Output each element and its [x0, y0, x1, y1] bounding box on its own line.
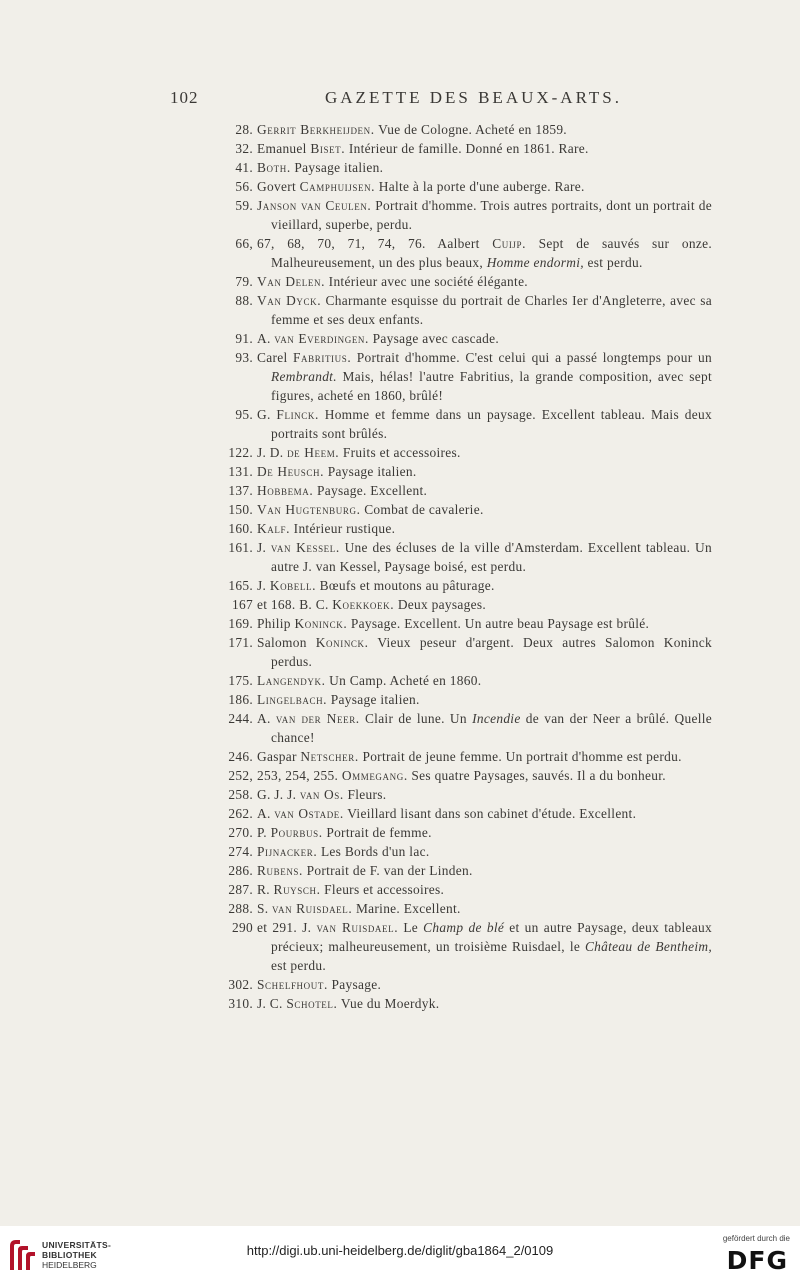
entry-description: Fruits et accessoires. — [339, 445, 461, 460]
entry-number: 262. — [228, 806, 253, 821]
library-name-line3: HEIDELBERG — [42, 1260, 97, 1270]
entry-number: 169. — [228, 616, 253, 631]
entry-number: 286. — [228, 863, 253, 878]
entry-description: Salomon — [257, 635, 316, 650]
entry-text — [257, 880, 712, 899]
entry-number: 41. — [235, 160, 253, 175]
artist-name: Biset. — [310, 141, 346, 156]
entry-description: 253, 254, 255. — [257, 768, 342, 783]
artist-name: Rubens. — [257, 863, 303, 878]
artist-name: Netscher. — [300, 749, 359, 764]
entry-number: 59. — [235, 198, 253, 213]
entry-description: Une des écluses de la ville d'Amsterdam. Excellent tableau. Un autre J. van Kessel, Paysage boisé, est perdu. — [271, 540, 713, 574]
page-header — [170, 88, 730, 112]
catalogue-entry — [0, 614, 800, 633]
entry-description: est perdu. — [271, 958, 327, 973]
entry-number: 310. — [228, 996, 253, 1011]
library-name-line1: UNIVERSITÄTS- — [42, 1240, 112, 1250]
entry-description: Paysage avec cascade. — [368, 331, 500, 346]
catalogue-entry — [0, 158, 800, 177]
catalogue-entry — [0, 234, 800, 272]
catalogue-entry — [0, 196, 800, 234]
catalogue-entry — [0, 500, 800, 519]
catalogue-entries — [0, 120, 800, 1013]
entry-description: Combat de cavalerie. — [360, 502, 484, 517]
work-title: Homme endormi, — [486, 255, 584, 270]
entry-text — [257, 709, 712, 747]
running-title: GAZETTE DES BEAUX-ARTS. — [325, 88, 622, 107]
entry-description: Intérieur de famille. Donné en 1861. Rare. — [345, 141, 589, 156]
entry-number: 175. — [228, 673, 253, 688]
artist-name: Gerrit Berkheijden. — [257, 122, 375, 137]
artist-name: Lingelbach. — [257, 692, 328, 707]
entry-description: S. — [257, 901, 273, 916]
entry-text — [257, 538, 712, 576]
entry-description: et 168. B. C. — [257, 597, 333, 612]
entry-text — [257, 823, 712, 842]
entry-description: G. — [257, 407, 277, 422]
artist-name: Koninck. — [315, 635, 369, 650]
artist-name: Ommegang. — [341, 768, 408, 783]
catalogue-entry — [0, 405, 800, 443]
artist-name: Koninck. — [294, 616, 348, 631]
entry-description: est perdu. — [583, 255, 643, 270]
entry-description: P. — [257, 825, 271, 840]
entry-description: Le — [398, 920, 424, 935]
catalogue-entry — [0, 785, 800, 804]
catalogue-entry — [0, 671, 800, 690]
artist-name: Schotel. — [286, 996, 338, 1011]
entry-description: Intérieur avec une société élégante. — [325, 274, 528, 289]
entry-description: 67, 68, 70, 71, 74, 76. Aalbert — [257, 236, 493, 251]
entry-text — [257, 120, 712, 139]
catalogue-entry — [0, 842, 800, 861]
permalink-url[interactable]: http://digi.ub.uni-heidelberg.de/diglit/gba1864_2/0109 — [246, 1243, 554, 1258]
artist-name: Pijnacker. — [257, 844, 318, 859]
entry-text — [257, 690, 712, 709]
entry-number: 161. — [228, 540, 253, 555]
catalogue-entry — [0, 272, 800, 291]
entry-description: Paysage. — [327, 977, 382, 992]
entry-description: G. J. J. — [257, 787, 300, 802]
artist-name: Van Dyck. — [257, 293, 322, 308]
entry-description: et un autre Paysage, deux tableaux précieux; malheureusement, un troisième Ruisdael, le — [271, 920, 713, 954]
catalogue-entry — [0, 975, 800, 994]
entry-description: Vieillard lisant dans son cabinet d'étude. Excellent. — [343, 806, 637, 821]
artist-name: Flinck. — [276, 407, 319, 422]
entry-number: 165. — [228, 578, 253, 593]
entry-description: Halte à la porte d'une auberge. Rare. — [375, 179, 585, 194]
entry-text — [257, 633, 712, 671]
catalogue-entry — [0, 576, 800, 595]
entry-text — [257, 291, 712, 329]
entry-text — [257, 348, 712, 405]
entry-number: 88. — [235, 293, 253, 308]
catalogue-entry — [0, 918, 800, 975]
entry-text — [257, 272, 712, 291]
entry-number: 122. — [228, 445, 253, 460]
entry-description: Bœufs et moutons au pâturage. — [316, 578, 495, 593]
entry-description: Carel — [257, 350, 293, 365]
entry-text — [257, 975, 712, 994]
entry-number: 274. — [228, 844, 253, 859]
entry-number: 137. — [228, 483, 253, 498]
entry-description: Fleurs et accessoires. — [320, 882, 445, 897]
entry-number: 28. — [235, 122, 253, 137]
entry-number: 66, — [235, 236, 253, 251]
funder-caption: gefördert durch die — [722, 1234, 790, 1243]
entry-text — [257, 842, 712, 861]
entry-number: 302. — [228, 977, 253, 992]
catalogue-entry — [0, 861, 800, 880]
catalogue-entry — [0, 291, 800, 329]
entry-description: J. C. — [257, 996, 287, 1011]
entry-description: Mais, hélas! l'autre Fabritius, la grande composition, avec sept figures, acheté en 1860, brûlé! — [271, 369, 712, 403]
entry-description: Clair de lune. Un — [359, 711, 473, 726]
artist-name: Camphuijsen. — [299, 179, 376, 194]
entry-number: 258. — [228, 787, 253, 802]
catalogue-entry — [0, 747, 800, 766]
catalogue-entry — [0, 329, 800, 348]
entry-description: Emanuel — [257, 141, 311, 156]
artist-name: van Ostade. — [274, 806, 344, 821]
artist-name: van Os. — [299, 787, 344, 802]
entry-description: Un Camp. Acheté en 1860. — [325, 673, 482, 688]
entry-description: Vieux peseur d'argent. Deux autres Salomon Koninck perdus. — [271, 635, 712, 669]
entry-number: 32. — [235, 141, 253, 156]
entry-number: 150. — [228, 502, 253, 517]
entry-description: A. — [257, 331, 275, 346]
artist-name: Ruysch. — [273, 882, 321, 897]
artist-name: Pourbus. — [270, 825, 323, 840]
artist-name: Janson van Ceulen. — [257, 198, 372, 213]
entry-description: Fleurs. — [343, 787, 387, 802]
entry-number: 186. — [228, 692, 253, 707]
entry-description: A. — [257, 806, 275, 821]
artist-name: van Kessel. — [270, 540, 340, 555]
entry-number: 252, — [228, 768, 253, 783]
work-title: Champ de blé — [423, 920, 505, 935]
entry-text — [257, 139, 712, 158]
entry-description: Portrait de F. van der Linden. — [302, 863, 473, 878]
entry-description: Paysage italien. — [327, 692, 420, 707]
catalogue-entry — [0, 538, 800, 576]
entry-description: Deux paysages. — [394, 597, 487, 612]
entry-number: 246. — [228, 749, 253, 764]
entry-description: Homme et femme dans un paysage. Excellent tableau. Mais deux portraits sont brûlés. — [271, 407, 712, 441]
entry-text — [257, 766, 712, 785]
artist-name: Van Hugtenburg. — [257, 502, 361, 517]
entry-text — [257, 329, 712, 348]
entry-text — [257, 519, 712, 538]
entry-text — [257, 994, 712, 1013]
work-title: Incendie — [472, 711, 521, 726]
catalogue-entry — [0, 595, 800, 614]
page-number: 102 — [170, 88, 199, 107]
entry-description: J. D. — [257, 445, 288, 460]
catalogue-entry — [0, 804, 800, 823]
entry-description: Intérieur rustique. — [290, 521, 396, 536]
catalogue-entry — [0, 519, 800, 538]
entry-text — [257, 918, 712, 975]
entry-text — [257, 462, 712, 481]
catalogue-entry — [0, 709, 800, 747]
catalogue-entry — [0, 823, 800, 842]
entry-description: Sept de sauvés sur onze. Malheureusement, un des plus beaux, — [271, 236, 712, 270]
entry-description: Paysage. Excellent. Un autre beau Paysage est brûlé. — [347, 616, 650, 631]
entry-description: Portrait d'homme. Trois autres portraits, dont un portrait de vieillard, superbe, perdu. — [271, 198, 712, 232]
entry-text — [257, 576, 712, 595]
entry-number: 270. — [228, 825, 253, 840]
work-title: Château de Bentheim, — [584, 939, 712, 954]
entry-text — [257, 158, 712, 177]
entry-description: et 291. J. — [257, 920, 317, 935]
entry-text — [257, 481, 712, 500]
entry-number: 167 — [232, 597, 253, 612]
artist-name: Fabritius. — [293, 350, 352, 365]
entry-text — [257, 671, 712, 690]
entry-text — [257, 443, 712, 462]
entry-description: Vue de Cologne. Acheté en 1859. — [374, 122, 567, 137]
artist-name: Both. — [257, 160, 291, 175]
entry-number: 56. — [235, 179, 253, 194]
entry-number: 171. — [228, 635, 253, 650]
entry-text — [257, 861, 712, 880]
entry-number: 287. — [228, 882, 253, 897]
entry-description: Charmante esquisse du portrait de Charles Ier d'Angleterre, avec sa femme et ses deux enfants. — [271, 293, 712, 327]
catalogue-entry — [0, 120, 800, 139]
entry-text — [257, 747, 712, 766]
entry-description: de van der Neer a brûlé. Quelle chance! — [271, 711, 712, 745]
entry-number: 95. — [235, 407, 253, 422]
entry-number: 288. — [228, 901, 253, 916]
entry-text — [257, 595, 712, 614]
entry-text — [257, 614, 712, 633]
catalogue-entry — [0, 899, 800, 918]
entry-description: J. — [257, 540, 271, 555]
artist-name: Hobbema. — [257, 483, 314, 498]
entry-text — [257, 196, 712, 234]
entry-text — [257, 804, 712, 823]
entry-description: Marine. Excellent. — [352, 901, 461, 916]
catalogue-entry — [0, 462, 800, 481]
catalogue-entry — [0, 766, 800, 785]
entry-number: 244. — [228, 711, 253, 726]
artist-name: van Everdingen. — [274, 331, 369, 346]
artist-name: Kalf. — [257, 521, 291, 536]
dfg-logo[interactable]: DFG — [726, 1246, 788, 1275]
entry-text — [257, 500, 712, 519]
artist-name: Langendyk. — [257, 673, 326, 688]
entry-description: Philip — [257, 616, 295, 631]
artist-name: Cuijp. — [492, 236, 527, 251]
artist-name: De Heusch. — [257, 464, 325, 479]
catalogue-entry — [0, 633, 800, 671]
entry-number: 290 — [232, 920, 253, 935]
entry-description: Portrait de femme. — [322, 825, 432, 840]
catalogue-entry — [0, 139, 800, 158]
entry-number: 79. — [235, 274, 253, 289]
entry-text — [257, 899, 712, 918]
artist-name: Koekkoek. — [332, 597, 395, 612]
entry-text — [257, 785, 712, 804]
catalogue-entry — [0, 348, 800, 405]
entry-text — [257, 405, 712, 443]
catalogue-entry — [0, 177, 800, 196]
catalogue-entry — [0, 880, 800, 899]
entry-description: Gaspar — [257, 749, 301, 764]
entry-number: 160. — [228, 521, 253, 536]
entry-text — [257, 234, 712, 272]
entry-number: 93. — [235, 350, 253, 365]
artist-name: van Ruisdael. — [272, 901, 353, 916]
library-name-line2: BIBLIOTHEK — [42, 1250, 97, 1260]
entry-description: Les Bords d'un lac. — [317, 844, 430, 859]
artist-name: Van Delen. — [257, 274, 326, 289]
entry-description: Vue du Moerdyk. — [337, 996, 440, 1011]
catalogue-entry — [0, 481, 800, 500]
entry-description: J. — [257, 578, 270, 593]
artist-name: Kobell. — [269, 578, 317, 593]
catalogue-entry — [0, 443, 800, 462]
entry-description: Portrait de jeune femme. Un portrait d'homme est perdu. — [358, 749, 682, 764]
entry-description: Paysage. Excellent. — [313, 483, 428, 498]
catalogue-entry — [0, 690, 800, 709]
entry-description: R. — [257, 882, 274, 897]
catalogue-entry — [0, 994, 800, 1013]
entry-text — [257, 177, 712, 196]
artist-name: de Heem. — [287, 445, 340, 460]
entry-number: 91. — [235, 331, 253, 346]
artist-name: van der Neer. — [275, 711, 360, 726]
entry-description: A. — [257, 711, 276, 726]
entry-description: Portrait d'homme. C'est celui qui a passé longtemps pour un — [351, 350, 712, 365]
artist-name: van Ruisdael. — [316, 920, 399, 935]
entry-description: Paysage italien. — [290, 160, 384, 175]
artist-name: Schelfhout. — [257, 977, 328, 992]
entry-description: Govert — [257, 179, 300, 194]
work-title: Rembrandt. — [271, 369, 337, 384]
entry-description: Ses quatre Paysages, sauvés. Il a du bonheur. — [407, 768, 666, 783]
entry-number: 131. — [228, 464, 253, 479]
entry-description: Paysage italien. — [324, 464, 417, 479]
